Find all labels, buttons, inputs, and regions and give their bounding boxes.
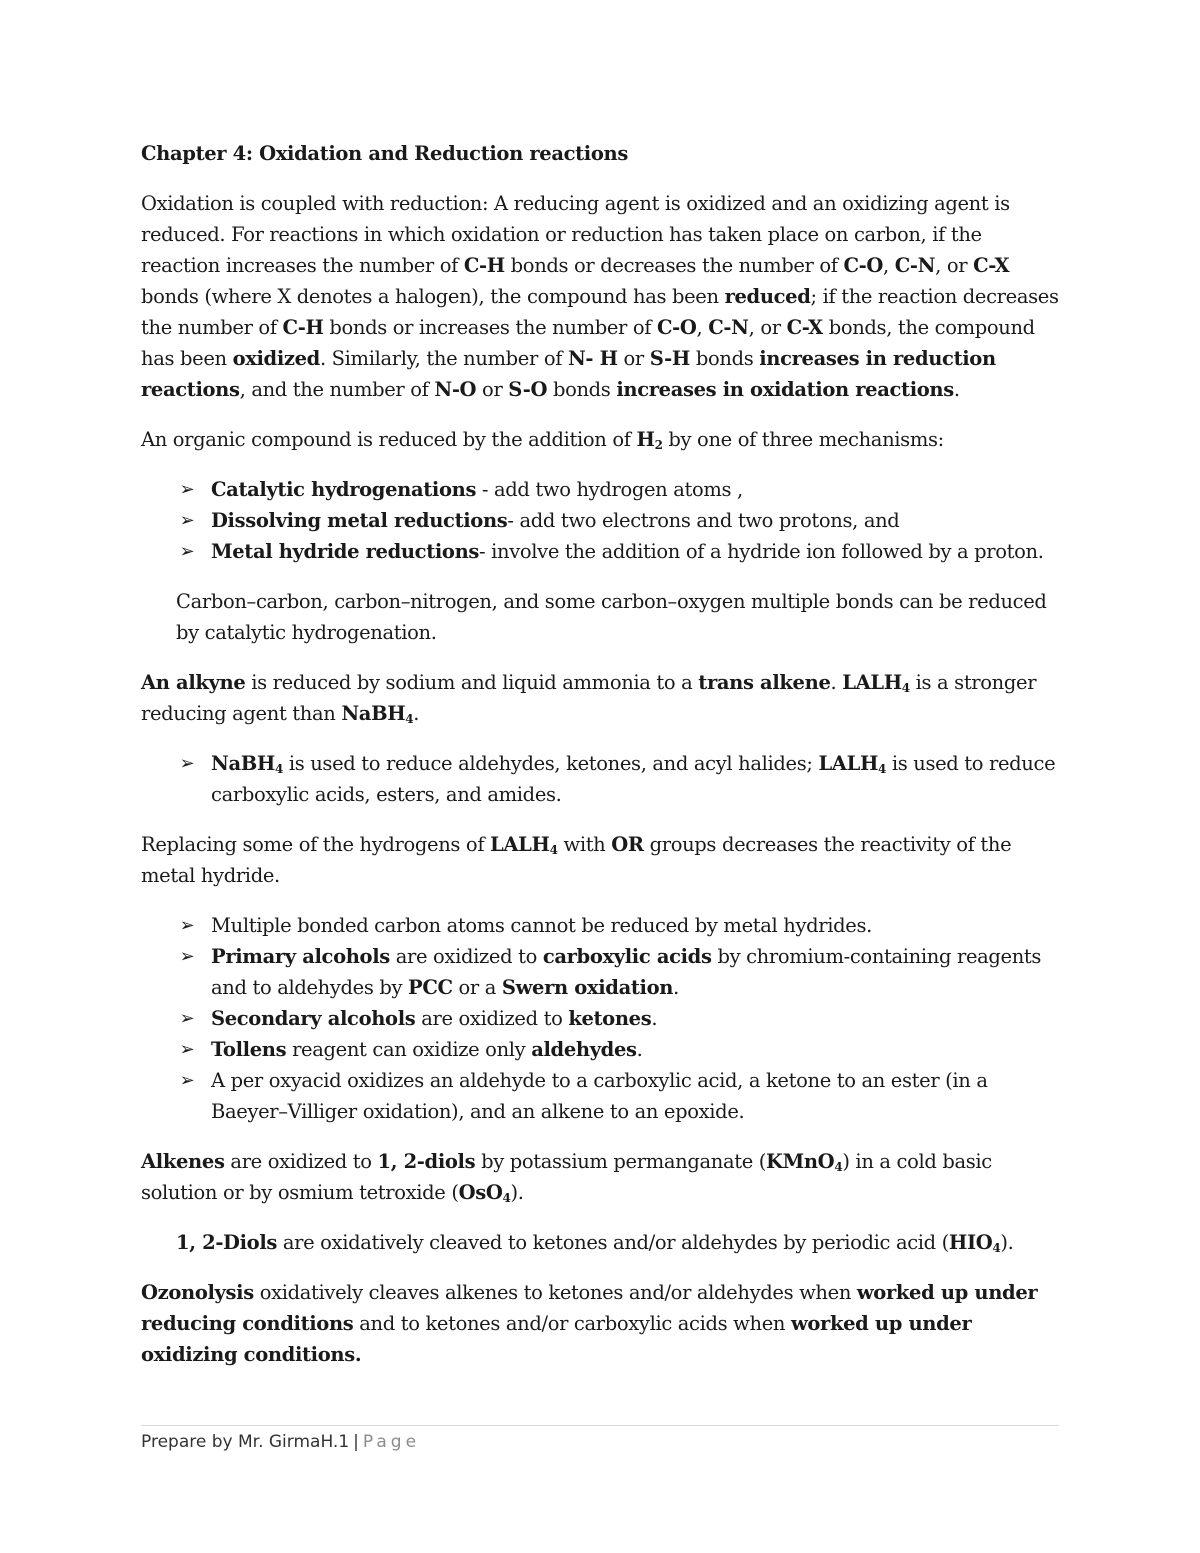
list-item: ➢ Tollens reagent can oxidize only aldehydes. (211, 1034, 1061, 1065)
oxidation-list (141, 910, 1061, 1127)
hydride-list (141, 748, 1061, 810)
list-item: ➢ Secondary alcohols are oxidized to ketones. (211, 1003, 1061, 1034)
arrow-bullet-icon: ➢ (179, 1008, 195, 1029)
footer-divider (141, 1425, 1059, 1426)
paragraph-catalytic-hydrogenation: Carbon–carbon, carbon–nitrogen, and some carbon–oxygen multiple bonds can be reduced by catalytic hydrogenation. (176, 590, 1047, 644)
list-item: ➢ NaBH$_4$ is used to reduce aldehydes, ketones, and acyl halides; $LALH_4$ is used to reduce carboxylic acids, esters, and amides. (211, 748, 1061, 810)
arrow-bullet-icon: ➢ (179, 541, 195, 562)
paragraph-replacing-hydrogens: Replacing some of the hydrogens of $LALH_4$ with OR groups decreases the reactivity of the metal hydride. (141, 833, 1012, 887)
list-item: ➢ Primary alcohols are oxidized to carboxylic acids by chromium-containing reagents and to aldehydes by PCC or a Swern oxidation. (211, 941, 1061, 1003)
list-item: ➢ Multiple bonded carbon atoms cannot be reduced by metal hydrides. (211, 910, 1061, 941)
arrow-bullet-icon: ➢ (179, 946, 195, 967)
paragraph-alkenes: Alkenes are oxidized to 1, 2-diols by potassium permanganate (KMnO$_4$) in a cold basic solution or by osmium tetroxide (OsO$_4$). (141, 1150, 992, 1205)
footer-separator: | (353, 1432, 359, 1452)
footer-author: Prepare by Mr. GirmaH.1 (141, 1432, 350, 1452)
paragraph-diols: 1, 2-Diols are oxidatively cleaved to ketones and/or aldehydes by periodic acid $(HIO_4)$. (176, 1231, 1014, 1255)
arrow-bullet-icon: ➢ (179, 753, 195, 774)
page-footer (141, 1432, 420, 1452)
list-item: ➢ A per oxyacid oxidizes an aldehyde to a carboxylic acid, a ketone to an ester (in a Baeyer–Villiger oxidation), and an alkene to an epoxide. (211, 1065, 1061, 1127)
chapter-title: Chapter 4: Oxidation and Reduction reactions (141, 142, 628, 165)
arrow-bullet-icon: ➢ (179, 915, 195, 936)
paragraph-ozonolysis: Ozonolysis oxidatively cleaves alkenes to ketones and/or aldehydes when worked up under reducing conditions and to ketones and/or carboxylic acids when worked up under oxidizing conditions. (141, 1281, 1038, 1366)
arrow-bullet-icon: ➢ (179, 1070, 195, 1091)
mechanisms-list (141, 474, 1061, 567)
arrow-bullet-icon: ➢ (179, 510, 195, 531)
page-content (141, 138, 1061, 1389)
list-item: ➢ Catalytic hydrogenations - add two hydrogen atoms , (211, 474, 1061, 505)
footer-page-label: Page (362, 1432, 421, 1452)
list-item: ➢ Dissolving metal reductions- add two electrons and two protons, and (211, 505, 1061, 536)
list-item: ➢ Metal hydride reductions- involve the addition of a hydride ion followed by a proton. (211, 536, 1061, 567)
arrow-bullet-icon: ➢ (179, 479, 195, 500)
arrow-bullet-icon: ➢ (179, 1039, 195, 1060)
paragraph-alkyne: An alkyne is reduced by sodium and liquid ammonia to a trans alkene. $LALH_4$ is a stronger reducing agent than NaBH$_4$. (141, 671, 1037, 726)
paragraph-oxidation-coupled: Oxidation is coupled with reduction: A reducing agent is oxidized and an oxidizing agent is reduced. For reactions in which oxidation or reduction has taken place on carbon, if the reaction increases the number of C-H bonds or decreases the number of C-O, C-N, or C-X bonds (where X denotes a halogen), the compound has been reduced; if the reaction decreases the number of C-H bonds or increases the number of C-O, C-N, or C-X bonds, the compound has been oxidized. Similarly, the number of N- H or S-H bonds increases in reduction reactions, and the number of N-O or S-O bonds increases in oxidation reactions. (141, 192, 1059, 401)
paragraph-reduction-h2: An organic compound is reduced by the addition of $H_2$ by one of three mechanisms: (141, 428, 944, 452)
